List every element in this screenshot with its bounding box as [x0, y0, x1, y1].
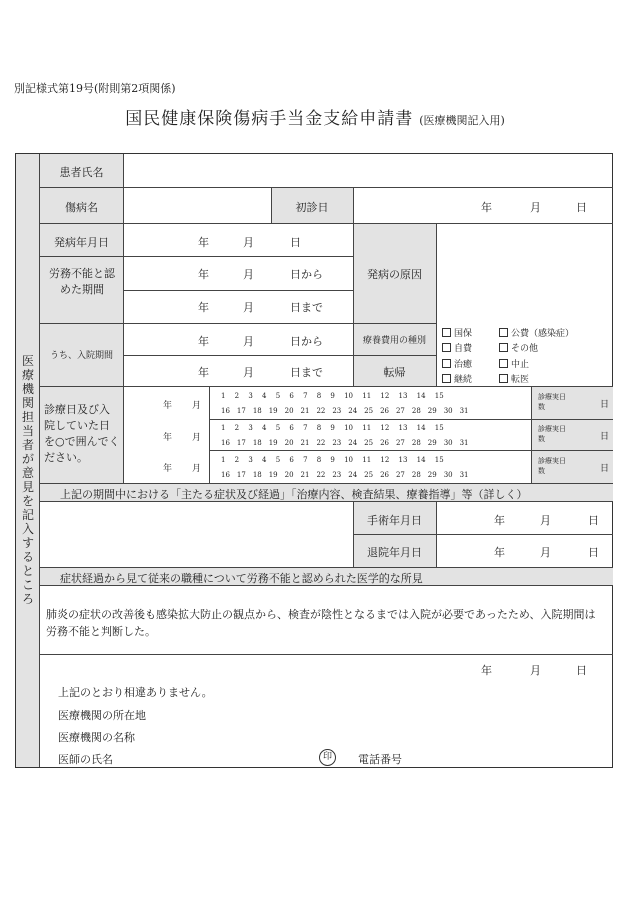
hosp-to-month: 月 [243, 366, 254, 379]
checkbox-icon [442, 374, 451, 383]
sign-year: 年 [481, 664, 492, 677]
cal2-actual-days-label: 診療実日数 [538, 425, 566, 443]
incapacity-from-day: 日から [290, 268, 323, 281]
cal1-days-row1: 1 2 3 4 5 6 7 8 9 10 11 12 13 14 15 [221, 392, 444, 400]
discharge-year: 年 [494, 546, 505, 559]
expense-type-label: 療養費用の種別 [362, 336, 426, 346]
cal1-days-row2: 16 17 18 19 20 21 22 23 24 25 26 27 28 29 30 31 [221, 407, 469, 415]
incapacity-to-month: 月 [243, 301, 254, 314]
discharge-date-label: 退院年月日 [367, 546, 422, 559]
form-title [0, 104, 630, 129]
cal3-month: 月 [192, 464, 202, 474]
expense-option-kokuho[interactable]: 国保 [442, 326, 472, 339]
expense-option-jihi[interactable]: 自費 [442, 341, 472, 354]
outcome-option-continued[interactable]: 継続 [442, 372, 472, 385]
outcome-option-cured[interactable]: 治癒 [442, 357, 472, 370]
cal2-month: 月 [192, 433, 202, 443]
outcome-label: 転帰 [383, 366, 406, 379]
cal1-actual-days-label: 診療実日数 [538, 393, 566, 411]
treatment-days-instruction: 診療日及び入院していた日を○で囲んでください。 [44, 403, 120, 464]
checkbox-icon [442, 343, 451, 352]
incapacity-from-year: 年 [198, 268, 209, 281]
incapacity-from-month: 月 [243, 268, 254, 281]
cal3-actual-days-unit: 日 [600, 464, 610, 474]
cal3-year: 年 [163, 464, 173, 474]
checkbox-icon [442, 328, 451, 337]
phone-label: 電話番号 [358, 753, 402, 766]
symptoms-header: 上記の期間中における「主たる症状及び経過」「治療内容、検査結果、療養指導」等（詳しく） [60, 488, 528, 501]
title-text: 国民健康保険傷病手当金支給申請書 [125, 109, 414, 129]
onset-month: 月 [243, 236, 254, 249]
sign-month: 月 [530, 664, 541, 677]
surgery-date-label: 手術年月日 [367, 514, 422, 527]
incapacity-period-label: 労務不能と認めた期間 [49, 267, 115, 296]
expense-option-other[interactable]: その他 [499, 341, 538, 354]
hosp-from-year: 年 [198, 335, 209, 348]
medical-form-sheet [15, 153, 613, 768]
side-label-text: 医療機関担当者が意見を記入するところ [21, 354, 34, 606]
doctor-name-label: 医師の氏名 [58, 753, 113, 766]
cal1-year: 年 [163, 401, 173, 411]
cal1-month: 月 [192, 401, 202, 411]
hosp-from-day: 日から [290, 335, 323, 348]
checkbox-icon [499, 359, 508, 368]
hospitalization-label: うち、入院期間 [49, 351, 113, 361]
onset-date-label: 発病年月日 [54, 236, 109, 249]
first-visit-label: 初診日 [295, 201, 329, 214]
title-subtitle: (医療機関記入用) [419, 114, 505, 127]
cal3-days-row2: 16 17 18 19 20 21 22 23 24 25 26 27 28 29 30 31 [221, 471, 469, 479]
disease-name-label: 傷病名 [65, 201, 98, 214]
checkbox-icon [442, 359, 451, 368]
onset-day: 日 [290, 236, 301, 249]
onset-year: 年 [198, 236, 209, 249]
outcome-option-stopped[interactable]: 中止 [499, 357, 529, 370]
cal2-days-row2: 16 17 18 19 20 21 22 23 24 25 26 27 28 29 30 31 [221, 439, 469, 447]
surgery-day: 日 [588, 514, 599, 527]
incapacity-to-year: 年 [198, 301, 209, 314]
seal-mark: 印 [319, 749, 336, 766]
checkbox-icon [499, 343, 508, 352]
side-label-column [16, 154, 40, 767]
cal3-days-row1: 1 2 3 4 5 6 7 8 9 10 11 12 13 14 15 [221, 456, 444, 464]
cal1-actual-days-unit: 日 [600, 400, 610, 410]
form-number-label: 別記様式第19号(附則第2項関係) [14, 82, 176, 95]
cal2-year: 年 [163, 433, 173, 443]
hosp-to-day: 日まで [290, 366, 323, 379]
onset-cause-label: 発病の原因 [367, 268, 422, 281]
institution-address-label: 医療機関の所在地 [58, 709, 146, 722]
hosp-to-year: 年 [198, 366, 209, 379]
cal2-days-row1: 1 2 3 4 5 6 7 8 9 10 11 12 13 14 15 [221, 424, 444, 432]
medical-opinion-header: 症状経過から見て従来の職種について労務不能と認められた医学的な所見 [60, 572, 423, 585]
first-visit-month: 月 [530, 201, 541, 214]
first-visit-year: 年 [481, 201, 492, 214]
medical-opinion-text: 肺炎の症状の改善後も感染拡大防止の観点から、検査が陰性となるまでは入院が必要であったため、入院期間は労務不能と判断した。 [46, 608, 596, 638]
certify-text: 上記のとおり相違ありません。 [58, 686, 213, 699]
patient-name-label: 患者氏名 [59, 166, 104, 179]
discharge-day: 日 [588, 546, 599, 559]
first-visit-day: 日 [576, 201, 587, 214]
discharge-month: 月 [540, 546, 551, 559]
outcome-option-transferred[interactable]: 転医 [499, 372, 529, 385]
checkbox-icon [499, 374, 508, 383]
expense-option-kouhi[interactable]: 公費（感染症） [499, 326, 574, 339]
sign-day: 日 [576, 664, 587, 677]
hosp-from-month: 月 [243, 335, 254, 348]
incapacity-to-day: 日まで [290, 301, 323, 314]
cal3-actual-days-label: 診療実日数 [538, 457, 566, 475]
cal2-actual-days-unit: 日 [600, 432, 610, 442]
institution-name-label: 医療機関の名称 [58, 731, 135, 744]
surgery-month: 月 [540, 514, 551, 527]
checkbox-icon [499, 328, 508, 337]
surgery-year: 年 [494, 514, 505, 527]
